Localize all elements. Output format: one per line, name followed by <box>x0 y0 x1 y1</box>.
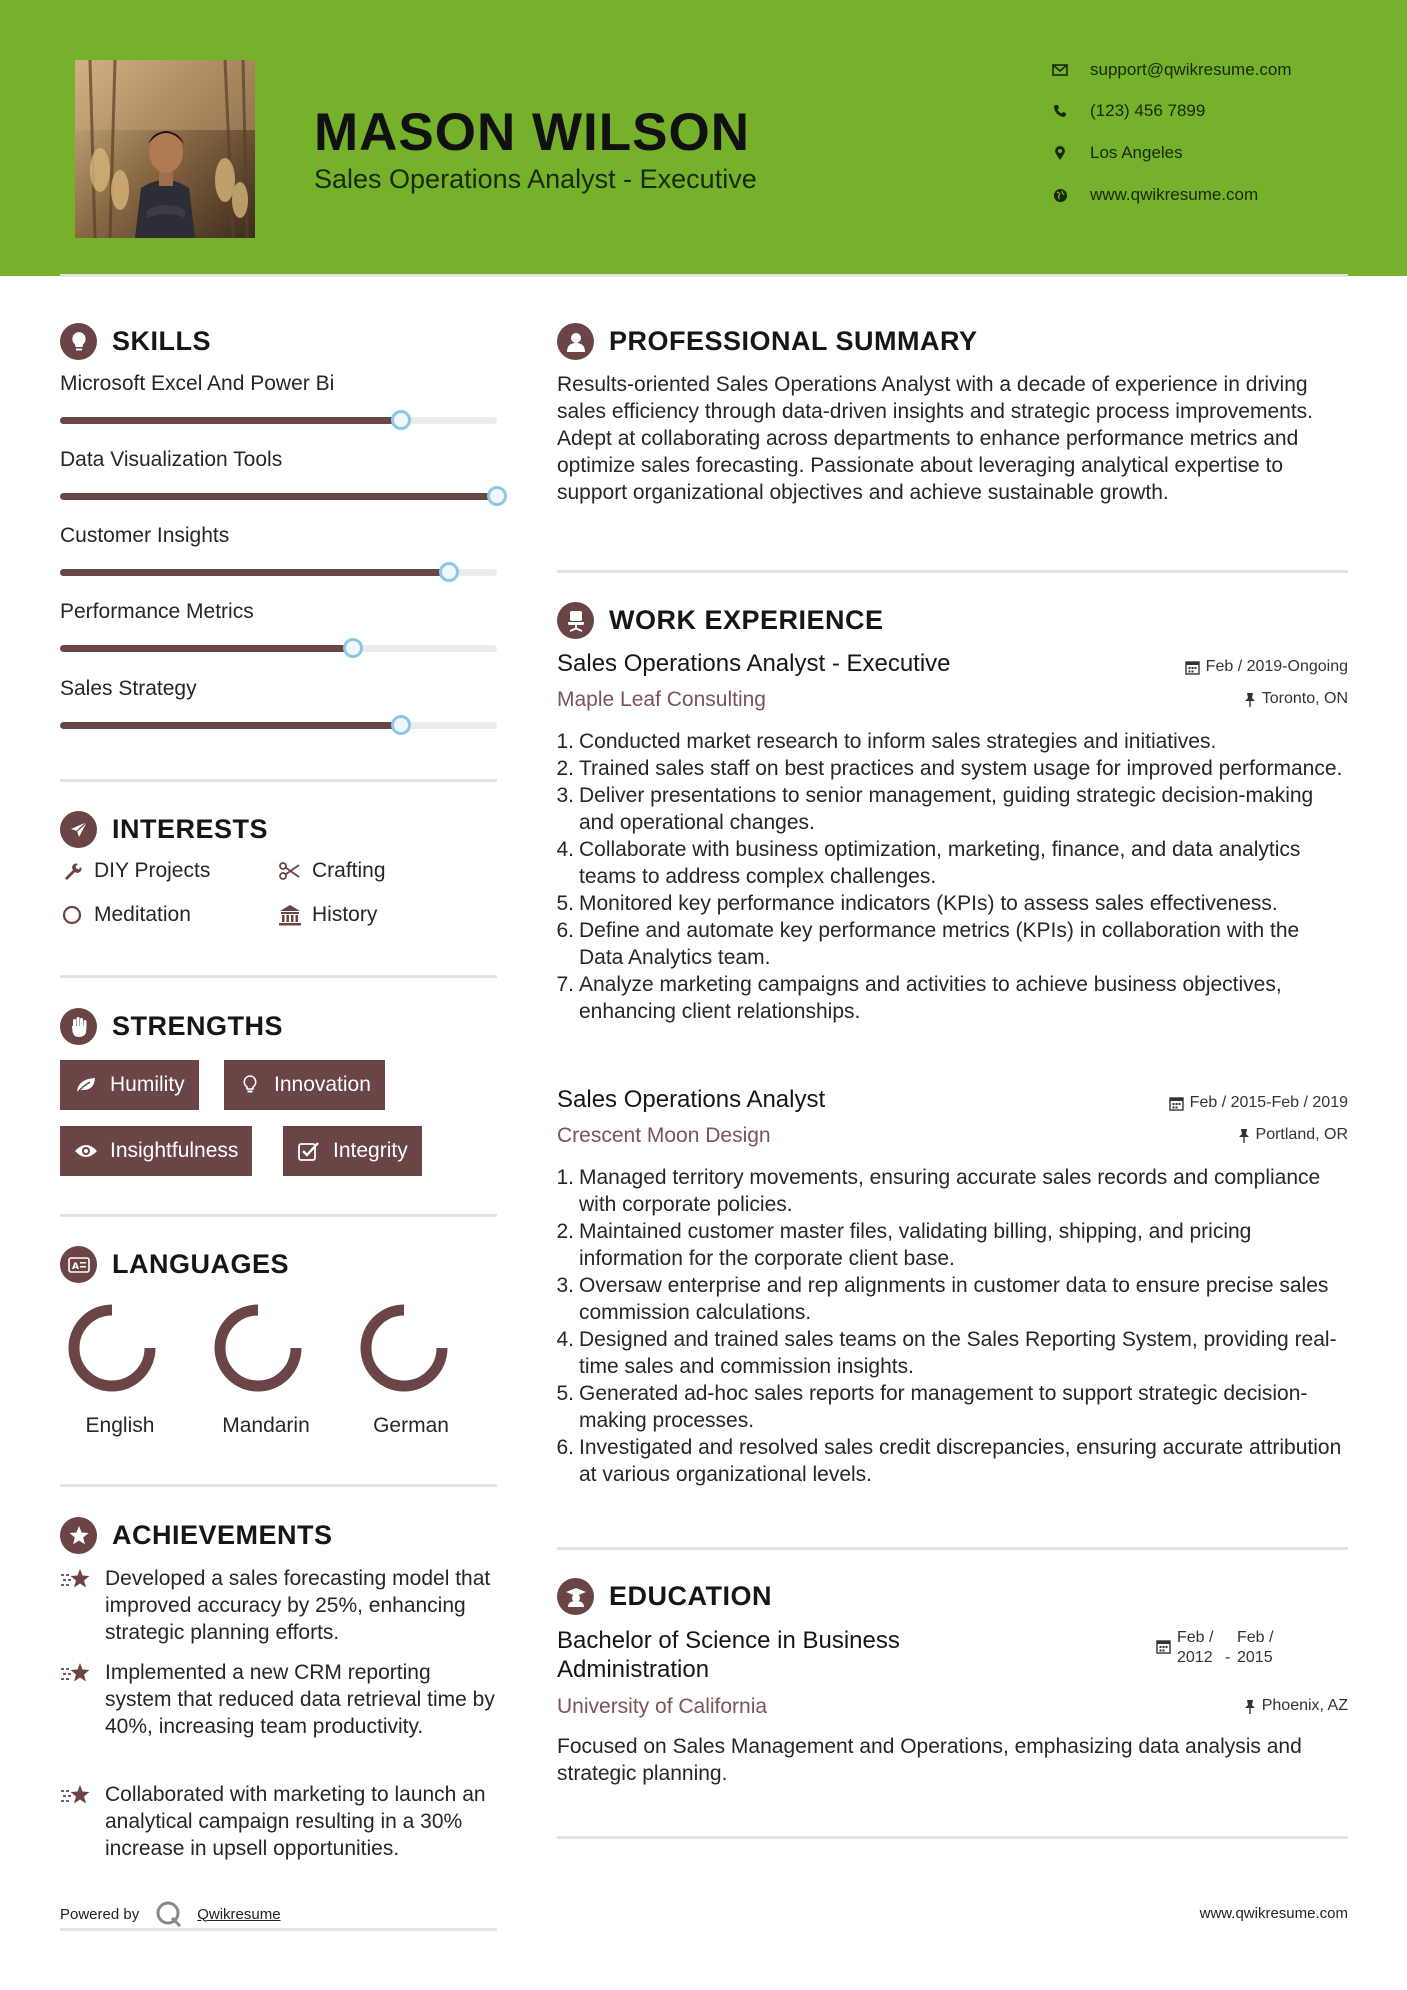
interest-label: DIY Projects <box>94 859 211 882</box>
contact-phone[interactable] <box>1050 97 1205 125</box>
museum-icon <box>278 903 302 927</box>
contact-website-text: www.qwikresume.com <box>1090 185 1259 204</box>
strength-label: Insightfulness <box>110 1139 239 1162</box>
job-location-text: Toronto, ON <box>1261 690 1348 707</box>
education-start-year: 2012 <box>1177 1649 1213 1666</box>
section-divider <box>557 570 1348 573</box>
graduate-icon <box>557 1578 594 1615</box>
powered-by-brand-link[interactable]: Qwikresume <box>197 1905 281 1923</box>
header-banner <box>0 0 1407 276</box>
skills-title: SKILLS <box>112 326 212 356</box>
bullet-text: Maintained customer master files, validating billing, shipping, and pricing information for the corporate client base. <box>579 1220 1252 1270</box>
bullet-text: Define and automate key performance metrics (KPIs) in collaboration with the Data Analytics team. <box>579 919 1300 969</box>
paper-plane-icon <box>60 811 97 848</box>
language-label: Mandarin <box>222 1414 310 1437</box>
achievement-text: Collaborated with marketing to launch an analytical campaign resulting in a 30% increase in upsell opportunities. <box>105 1783 486 1860</box>
map-pin-icon <box>1050 143 1070 163</box>
skill-label: Sales Strategy <box>60 677 197 700</box>
eye-icon <box>74 1139 98 1163</box>
bullet-text: Investigated and resolved sales credit discrepancies, ensuring accurate attribution at various organizational levels. <box>579 1436 1342 1486</box>
interest-item <box>278 859 386 883</box>
skill-bar-knob <box>487 486 507 506</box>
job-location <box>1244 690 1348 708</box>
contact-location <box>1050 139 1183 167</box>
interest-item <box>60 903 191 927</box>
skill-bar-knob <box>343 638 363 658</box>
globe-icon <box>1050 185 1070 205</box>
contact-phone-text: (123) 456 7899 <box>1090 101 1206 120</box>
section-divider <box>557 1836 1348 1839</box>
calendar-icon <box>1156 1628 1171 1668</box>
contact-email[interactable] <box>1050 56 1292 84</box>
job-dates <box>1169 1094 1348 1112</box>
star-badge-icon <box>60 1517 97 1554</box>
interests-heading <box>60 811 268 848</box>
lightbulb-icon <box>238 1073 262 1097</box>
language-gauge-arc <box>366 1310 442 1386</box>
footer-website-link[interactable]: www.qwikresume.com <box>1199 1905 1348 1922</box>
list-item: 5. Generated ad-hoc sales reports for management to support strategic decision-making processes. <box>548 1380 1348 1434</box>
language-gauge <box>354 1298 454 1398</box>
experience-heading <box>557 602 884 639</box>
bullet-text: Generated ad-hoc sales reports for management to support strategic decision-making processes. <box>579 1382 1308 1432</box>
interest-item <box>278 903 377 927</box>
section-divider <box>557 1547 1348 1550</box>
skill-bar-knob <box>391 410 411 430</box>
interest-label: Meditation <box>94 903 191 926</box>
language-label: English <box>85 1414 155 1437</box>
achievement-text: Implemented a new CRM reporting system that reduced data retrieval time by 40%, increasing team productivity. <box>105 1661 495 1738</box>
education-end <box>1237 1628 1285 1668</box>
skill-bar <box>60 493 497 500</box>
school-name: University of California <box>557 1695 768 1718</box>
list-item: 6. Investigated and resolved sales credit discrepancies, ensuring accurate attribution at various organizational levels. <box>548 1434 1348 1488</box>
bullet-text: Analyze marketing campaigns and activities to achieve business objectives, enhancing client relationships. <box>579 973 1282 1023</box>
list-item: 4. Collaborate with business optimization, marketing, finance, and data analytics teams to address complex challenges. <box>548 836 1348 890</box>
bullet-text: Monitored key performance indicators (KPIs) to assess sales effectiveness. <box>579 892 1278 915</box>
pushpin-icon <box>1244 1699 1256 1714</box>
languages-heading <box>60 1246 289 1283</box>
job-bullets <box>548 1164 1348 1488</box>
list-item: 3. Deliver presentations to senior management, guiding strategic decision-making and operational changes. <box>548 782 1348 836</box>
candidate-title: Sales Operations Analyst - Executive <box>314 164 757 194</box>
envelope-icon <box>1050 60 1070 80</box>
bullet-text: Trained sales staff on best practices and system usage for improved performance. <box>579 757 1343 780</box>
list-item: 3. Oversaw enterprise and rep alignments in customer data to ensure precise sales commission calculations. <box>548 1272 1348 1326</box>
strength-badge <box>60 1060 199 1110</box>
profile-photo <box>75 60 255 238</box>
pushpin-icon <box>1244 692 1256 707</box>
skill-bar-fill <box>60 645 353 652</box>
interest-item <box>60 859 210 883</box>
bullet-text: Collaborate with business optimization, marketing, finance, and data analytics teams to address complex challenges. <box>579 838 1301 888</box>
leaf-icon <box>74 1073 98 1097</box>
job-dates <box>1185 658 1348 676</box>
list-item: 1. Managed territory movements, ensuring accurate sales records and compliance with corporate policies. <box>548 1164 1348 1218</box>
job-company: Crescent Moon Design <box>557 1124 771 1147</box>
footer-divider <box>60 1928 497 1931</box>
list-item: 7. Analyze marketing campaigns and activities to achieve business objectives, enhancing client relationships. <box>548 971 1348 1025</box>
bullet-text: Oversaw enterprise and rep alignments in customer data to ensure precise sales commission calculations. <box>579 1274 1329 1324</box>
bullet-text: Designed and trained sales teams on the Sales Reporting System, providing real-time sales and commission insights. <box>579 1328 1337 1378</box>
education-end-year: 2015 <box>1237 1649 1273 1666</box>
achievement-item <box>60 1781 500 1862</box>
job-title: Sales Operations Analyst <box>557 1086 826 1113</box>
skill-bar-fill <box>60 722 401 729</box>
shooting-star-icon <box>60 1659 94 1740</box>
strength-label: Integrity <box>333 1139 408 1162</box>
skill-label: Data Visualization Tools <box>60 448 283 471</box>
list-item: 6. Define and automate key performance metrics (KPIs) in collaboration with the Data Analytics team. <box>548 917 1348 971</box>
scissors-icon <box>278 859 302 883</box>
phone-icon <box>1050 101 1070 121</box>
candidate-name: MASON WILSON <box>314 103 750 162</box>
language-gauge <box>62 1298 162 1398</box>
list-item: 4. Designed and trained sales teams on the Sales Reporting System, providing real-time sales and commission insights. <box>548 1326 1348 1380</box>
education-start-month: Feb / <box>1177 1629 1214 1646</box>
calendar-icon <box>1169 1096 1184 1111</box>
svg-text:A: A <box>71 1261 79 1272</box>
skill-bar <box>60 645 497 652</box>
list-item: 1. Conducted market research to inform sales strategies and initiatives. <box>556 730 1217 753</box>
strength-badge <box>60 1126 252 1176</box>
office-chair-icon <box>557 602 594 639</box>
section-divider <box>60 779 497 782</box>
circle-icon <box>60 903 84 927</box>
contact-website[interactable] <box>1050 181 1258 209</box>
language-gauge-arc <box>74 1310 150 1386</box>
summary-title: PROFESSIONAL SUMMARY <box>609 326 978 356</box>
skill-bar <box>60 417 497 424</box>
job-dates-text: Feb / 2015-Feb / 2019 <box>1189 1094 1348 1111</box>
language-gauge-arc <box>220 1310 296 1386</box>
achievement-item <box>60 1565 500 1646</box>
job-dates-text: Feb / 2019-Ongoing <box>1205 658 1348 675</box>
list-item: 2. Trained sales staff on best practices and system usage for improved performance. <box>556 757 1343 780</box>
powered-by-label: Powered by <box>60 1905 140 1923</box>
job-location <box>1238 1126 1348 1144</box>
skill-bar <box>60 722 497 729</box>
education-start <box>1177 1628 1225 1668</box>
education-location-text: Phoenix, AZ <box>1261 1697 1348 1714</box>
bullet-text: Managed territory movements, ensuring accurate sales records and compliance with corporate policies. <box>579 1166 1321 1216</box>
skills-heading <box>60 323 211 360</box>
bullet-text: Conducted market research to inform sales strategies and initiatives. <box>579 730 1217 753</box>
education-description: Focused on Sales Management and Operations, emphasizing data analysis and strategic planning. <box>557 1735 1302 1785</box>
strength-label: Innovation <box>274 1073 371 1096</box>
powered-by <box>60 1900 281 1928</box>
section-divider <box>60 975 497 978</box>
languages-title: LANGUAGES <box>112 1249 290 1279</box>
strength-badge <box>224 1060 385 1110</box>
contact-email-text: support@qwikresume.com <box>1090 60 1292 79</box>
summary-text: Results-oriented Sales Operations Analyst with a decade of experience in driving sales efficiency through data-driven insights and strategic process improvements. Adept at collaborating across departments to enhance performance metrics and optimize sales forecasting. Passionate about leveraging analytical expertise to support organizational objectives and achieve sustainable growth. <box>557 373 1313 504</box>
experience-title: WORK EXPERIENCE <box>609 605 884 635</box>
raised-fist-icon <box>60 1008 97 1045</box>
education-dates <box>1156 1628 1285 1668</box>
pushpin-icon <box>1238 1128 1250 1143</box>
job-location-text: Portland, OR <box>1255 1126 1348 1143</box>
skill-bar-fill <box>60 493 497 500</box>
translate-icon <box>60 1246 97 1283</box>
section-divider <box>60 1484 497 1487</box>
qwikresume-logo-icon <box>154 1900 184 1928</box>
degree-title <box>557 1626 900 1684</box>
job-title: Sales Operations Analyst - Executive <box>557 650 951 677</box>
language-label: German <box>373 1414 449 1437</box>
bullet-text: Deliver presentations to senior management, guiding strategic decision-making and operational changes. <box>579 784 1314 834</box>
strength-label: Humility <box>110 1073 185 1096</box>
shooting-star-icon <box>60 1565 94 1646</box>
lightbulb-icon <box>60 323 97 360</box>
user-icon <box>557 323 594 360</box>
achievements-title: ACHIEVEMENTS <box>112 1520 333 1550</box>
strengths-heading <box>60 1008 283 1045</box>
summary-heading <box>557 323 978 360</box>
skill-label: Performance Metrics <box>60 600 254 623</box>
job-company: Maple Leaf Consulting <box>557 688 766 711</box>
interest-label: Crafting <box>312 859 386 882</box>
education-heading <box>557 1578 772 1615</box>
degree-line-1: Bachelor of Science in Business <box>557 1627 900 1654</box>
skill-bar-fill <box>60 417 401 424</box>
education-title: EDUCATION <box>609 1581 772 1611</box>
wrench-icon <box>60 859 84 883</box>
checkbox-icon <box>297 1139 321 1163</box>
section-divider <box>60 1214 497 1217</box>
skill-bar <box>60 569 497 576</box>
job-bullets <box>548 728 1348 1025</box>
skill-bar-knob <box>391 715 411 735</box>
education-location <box>1244 1697 1348 1715</box>
strengths-title: STRENGTHS <box>112 1011 284 1041</box>
skill-label: Customer Insights <box>60 524 230 547</box>
achievements-heading <box>60 1517 333 1554</box>
skill-label: Microsoft Excel And Power Bi <box>60 372 335 395</box>
interest-label: History <box>312 903 378 926</box>
education-end-month: Feb / <box>1237 1629 1274 1646</box>
achievement-item <box>60 1659 500 1740</box>
skill-bar-fill <box>60 569 449 576</box>
skill-bar-knob <box>439 562 459 582</box>
list-item: 5. Monitored key performance indicators (KPIs) to assess sales effectiveness. <box>556 892 1278 915</box>
language-gauge <box>208 1298 308 1398</box>
interests-title: INTERESTS <box>112 814 269 844</box>
list-item: 2. Maintained customer master files, validating billing, shipping, and pricing information for the corporate client base. <box>548 1218 1348 1272</box>
date-separator: - <box>1225 1649 1231 1666</box>
degree-line-2: Administration <box>557 1656 710 1683</box>
header-divider <box>60 274 1348 277</box>
achievement-text: Developed a sales forecasting model that improved accuracy by 25%, enhancing strategic planning efforts. <box>105 1567 491 1644</box>
strength-badge <box>283 1126 422 1176</box>
contact-location-text: Los Angeles <box>1090 143 1183 162</box>
shooting-star-icon <box>60 1781 94 1862</box>
calendar-icon <box>1185 660 1200 675</box>
